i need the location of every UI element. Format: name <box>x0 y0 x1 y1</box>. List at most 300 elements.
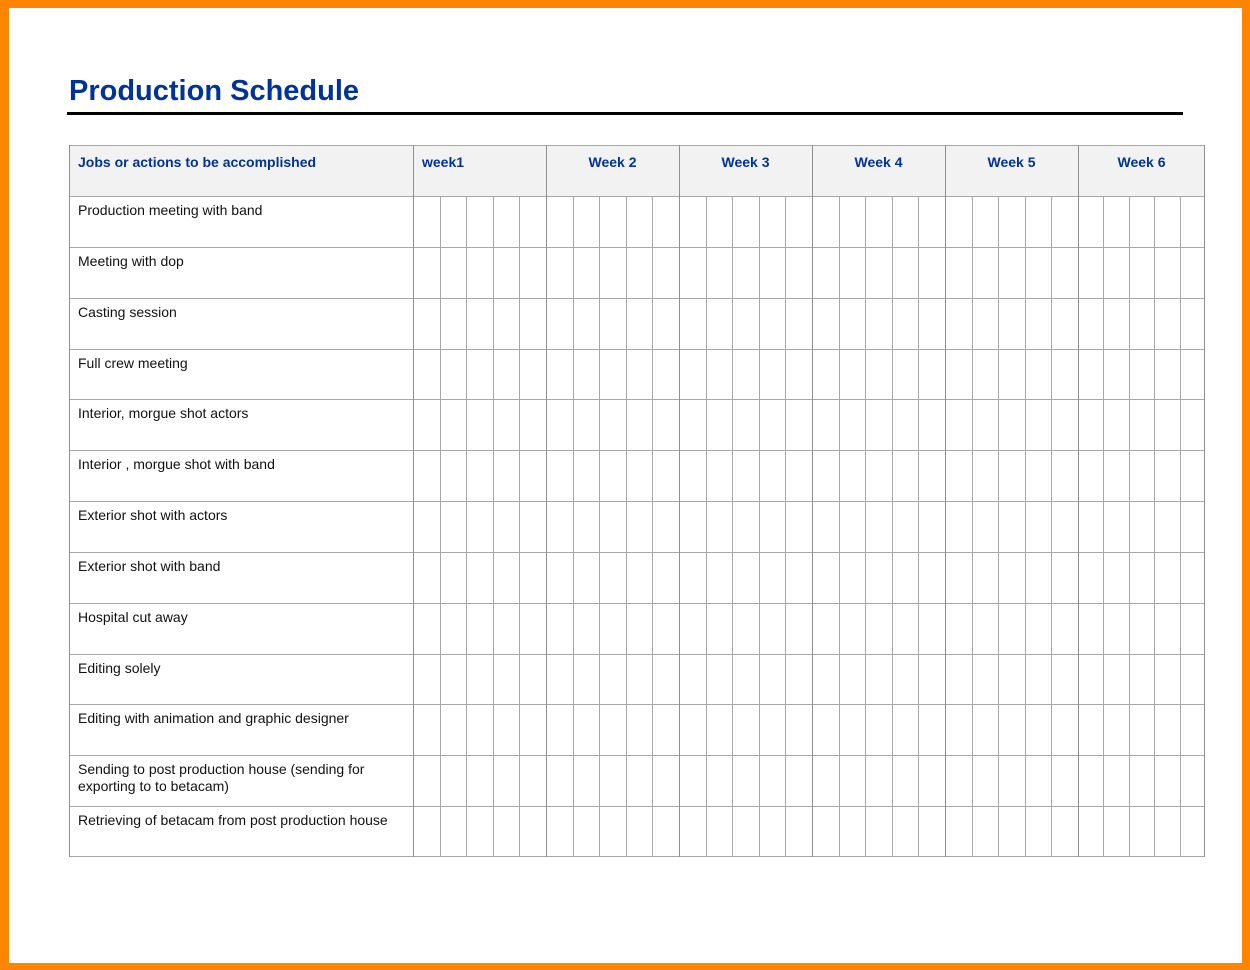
schedule-cell[interactable] <box>972 755 999 806</box>
schedule-cell[interactable] <box>1025 552 1052 603</box>
schedule-cell[interactable] <box>1180 298 1205 349</box>
schedule-cell[interactable] <box>945 704 972 755</box>
schedule-cell[interactable] <box>493 755 520 806</box>
schedule-cell[interactable] <box>573 298 600 349</box>
schedule-cell[interactable] <box>1103 552 1128 603</box>
schedule-cell[interactable] <box>972 603 999 654</box>
schedule-cell[interactable] <box>1025 298 1052 349</box>
schedule-cell[interactable] <box>732 298 759 349</box>
schedule-cell[interactable] <box>812 704 839 755</box>
schedule-cell[interactable] <box>865 450 892 501</box>
schedule-cell[interactable] <box>599 603 626 654</box>
schedule-cell[interactable] <box>732 247 759 298</box>
schedule-cell[interactable] <box>972 552 999 603</box>
schedule-cell[interactable] <box>706 704 733 755</box>
schedule-cell[interactable] <box>652 704 679 755</box>
schedule-cell[interactable] <box>599 196 626 247</box>
schedule-cell[interactable] <box>865 247 892 298</box>
schedule-cell[interactable] <box>1180 806 1205 857</box>
schedule-cell[interactable] <box>732 755 759 806</box>
schedule-cell[interactable] <box>812 552 839 603</box>
schedule-cell[interactable] <box>998 298 1025 349</box>
schedule-cell[interactable] <box>706 654 733 705</box>
schedule-cell[interactable] <box>1129 755 1154 806</box>
schedule-cell[interactable] <box>945 654 972 705</box>
schedule-cell[interactable] <box>1154 196 1179 247</box>
schedule-cell[interactable] <box>732 654 759 705</box>
schedule-cell[interactable] <box>466 806 493 857</box>
schedule-cell[interactable] <box>785 298 812 349</box>
schedule-cell[interactable] <box>865 196 892 247</box>
schedule-cell[interactable] <box>732 552 759 603</box>
schedule-cell[interactable] <box>466 501 493 552</box>
schedule-cell[interactable] <box>732 196 759 247</box>
schedule-cell[interactable] <box>812 450 839 501</box>
schedule-cell[interactable] <box>413 704 440 755</box>
schedule-cell[interactable] <box>466 603 493 654</box>
schedule-cell[interactable] <box>759 501 786 552</box>
schedule-cell[interactable] <box>573 552 600 603</box>
schedule-cell[interactable] <box>1154 450 1179 501</box>
schedule-cell[interactable] <box>759 552 786 603</box>
schedule-cell[interactable] <box>1078 501 1103 552</box>
schedule-cell[interactable] <box>679 806 706 857</box>
schedule-cell[interactable] <box>599 501 626 552</box>
schedule-cell[interactable] <box>519 755 546 806</box>
schedule-cell[interactable] <box>812 654 839 705</box>
schedule-cell[interactable] <box>679 298 706 349</box>
schedule-cell[interactable] <box>1051 247 1078 298</box>
schedule-cell[interactable] <box>812 298 839 349</box>
schedule-cell[interactable] <box>1025 806 1052 857</box>
schedule-cell[interactable] <box>1180 399 1205 450</box>
schedule-cell[interactable] <box>679 349 706 400</box>
schedule-cell[interactable] <box>918 349 945 400</box>
schedule-cell[interactable] <box>546 552 573 603</box>
schedule-cell[interactable] <box>732 806 759 857</box>
schedule-cell[interactable] <box>652 349 679 400</box>
schedule-cell[interactable] <box>440 399 467 450</box>
schedule-cell[interactable] <box>759 654 786 705</box>
schedule-cell[interactable] <box>1025 654 1052 705</box>
schedule-cell[interactable] <box>865 298 892 349</box>
schedule-cell[interactable] <box>918 399 945 450</box>
schedule-cell[interactable] <box>466 399 493 450</box>
schedule-cell[interactable] <box>1180 552 1205 603</box>
schedule-cell[interactable] <box>1078 704 1103 755</box>
schedule-cell[interactable] <box>546 247 573 298</box>
schedule-cell[interactable] <box>1078 399 1103 450</box>
schedule-cell[interactable] <box>466 654 493 705</box>
schedule-cell[interactable] <box>1025 704 1052 755</box>
schedule-cell[interactable] <box>706 552 733 603</box>
schedule-cell[interactable] <box>1180 349 1205 400</box>
schedule-cell[interactable] <box>413 450 440 501</box>
schedule-cell[interactable] <box>599 654 626 705</box>
schedule-cell[interactable] <box>1129 552 1154 603</box>
schedule-cell[interactable] <box>1154 349 1179 400</box>
schedule-cell[interactable] <box>493 298 520 349</box>
schedule-cell[interactable] <box>493 501 520 552</box>
schedule-cell[interactable] <box>652 298 679 349</box>
schedule-cell[interactable] <box>918 755 945 806</box>
schedule-cell[interactable] <box>759 196 786 247</box>
schedule-cell[interactable] <box>440 704 467 755</box>
schedule-cell[interactable] <box>466 450 493 501</box>
schedule-cell[interactable] <box>599 704 626 755</box>
schedule-cell[interactable] <box>1025 501 1052 552</box>
schedule-cell[interactable] <box>865 552 892 603</box>
schedule-cell[interactable] <box>546 196 573 247</box>
schedule-cell[interactable] <box>812 399 839 450</box>
schedule-cell[interactable] <box>546 298 573 349</box>
schedule-cell[interactable] <box>413 298 440 349</box>
schedule-cell[interactable] <box>679 247 706 298</box>
schedule-cell[interactable] <box>599 399 626 450</box>
schedule-cell[interactable] <box>679 704 706 755</box>
schedule-cell[interactable] <box>493 704 520 755</box>
schedule-cell[interactable] <box>865 654 892 705</box>
schedule-cell[interactable] <box>519 247 546 298</box>
schedule-cell[interactable] <box>440 654 467 705</box>
schedule-cell[interactable] <box>652 501 679 552</box>
schedule-cell[interactable] <box>812 196 839 247</box>
schedule-cell[interactable] <box>626 196 653 247</box>
schedule-cell[interactable] <box>413 654 440 705</box>
schedule-cell[interactable] <box>1129 704 1154 755</box>
schedule-cell[interactable] <box>785 399 812 450</box>
schedule-cell[interactable] <box>785 552 812 603</box>
schedule-cell[interactable] <box>732 349 759 400</box>
schedule-cell[interactable] <box>892 501 919 552</box>
schedule-cell[interactable] <box>1180 654 1205 705</box>
schedule-cell[interactable] <box>599 450 626 501</box>
schedule-cell[interactable] <box>652 603 679 654</box>
schedule-cell[interactable] <box>706 298 733 349</box>
schedule-cell[interactable] <box>546 450 573 501</box>
schedule-cell[interactable] <box>998 450 1025 501</box>
schedule-cell[interactable] <box>1129 298 1154 349</box>
schedule-cell[interactable] <box>706 450 733 501</box>
schedule-cell[interactable] <box>440 806 467 857</box>
schedule-cell[interactable] <box>972 501 999 552</box>
schedule-cell[interactable] <box>1103 196 1128 247</box>
schedule-cell[interactable] <box>1154 806 1179 857</box>
schedule-cell[interactable] <box>413 196 440 247</box>
schedule-cell[interactable] <box>1180 755 1205 806</box>
schedule-cell[interactable] <box>440 603 467 654</box>
schedule-cell[interactable] <box>493 349 520 400</box>
schedule-cell[interactable] <box>972 704 999 755</box>
schedule-cell[interactable] <box>865 704 892 755</box>
schedule-cell[interactable] <box>759 450 786 501</box>
schedule-cell[interactable] <box>1051 450 1078 501</box>
schedule-cell[interactable] <box>839 247 866 298</box>
schedule-cell[interactable] <box>1129 247 1154 298</box>
schedule-cell[interactable] <box>785 349 812 400</box>
schedule-cell[interactable] <box>785 704 812 755</box>
schedule-cell[interactable] <box>519 399 546 450</box>
schedule-cell[interactable] <box>998 399 1025 450</box>
schedule-cell[interactable] <box>785 196 812 247</box>
schedule-cell[interactable] <box>519 704 546 755</box>
schedule-cell[interactable] <box>1103 399 1128 450</box>
schedule-cell[interactable] <box>998 552 1025 603</box>
schedule-cell[interactable] <box>945 755 972 806</box>
schedule-cell[interactable] <box>839 196 866 247</box>
schedule-cell[interactable] <box>918 704 945 755</box>
schedule-cell[interactable] <box>1025 399 1052 450</box>
schedule-cell[interactable] <box>413 349 440 400</box>
schedule-cell[interactable] <box>626 450 653 501</box>
schedule-cell[interactable] <box>945 806 972 857</box>
schedule-cell[interactable] <box>1103 298 1128 349</box>
schedule-cell[interactable] <box>652 399 679 450</box>
schedule-cell[interactable] <box>546 755 573 806</box>
schedule-cell[interactable] <box>546 603 573 654</box>
schedule-cell[interactable] <box>945 501 972 552</box>
schedule-cell[interactable] <box>865 501 892 552</box>
schedule-cell[interactable] <box>493 806 520 857</box>
schedule-cell[interactable] <box>519 298 546 349</box>
schedule-cell[interactable] <box>785 501 812 552</box>
schedule-cell[interactable] <box>706 247 733 298</box>
schedule-cell[interactable] <box>573 755 600 806</box>
schedule-cell[interactable] <box>413 552 440 603</box>
schedule-cell[interactable] <box>466 196 493 247</box>
schedule-cell[interactable] <box>546 399 573 450</box>
schedule-cell[interactable] <box>839 704 866 755</box>
schedule-cell[interactable] <box>892 450 919 501</box>
schedule-cell[interactable] <box>679 654 706 705</box>
schedule-cell[interactable] <box>732 501 759 552</box>
schedule-cell[interactable] <box>599 349 626 400</box>
schedule-cell[interactable] <box>519 196 546 247</box>
schedule-cell[interactable] <box>839 806 866 857</box>
schedule-cell[interactable] <box>1154 755 1179 806</box>
schedule-cell[interactable] <box>1154 704 1179 755</box>
schedule-cell[interactable] <box>1051 349 1078 400</box>
schedule-cell[interactable] <box>918 501 945 552</box>
schedule-cell[interactable] <box>1051 196 1078 247</box>
schedule-cell[interactable] <box>493 247 520 298</box>
schedule-cell[interactable] <box>1129 603 1154 654</box>
schedule-cell[interactable] <box>599 552 626 603</box>
schedule-cell[interactable] <box>998 704 1025 755</box>
schedule-cell[interactable] <box>918 450 945 501</box>
schedule-cell[interactable] <box>892 806 919 857</box>
schedule-cell[interactable] <box>972 399 999 450</box>
schedule-cell[interactable] <box>759 603 786 654</box>
schedule-cell[interactable] <box>998 654 1025 705</box>
schedule-cell[interactable] <box>706 755 733 806</box>
schedule-cell[interactable] <box>918 196 945 247</box>
schedule-cell[interactable] <box>413 501 440 552</box>
schedule-cell[interactable] <box>519 349 546 400</box>
schedule-cell[interactable] <box>972 806 999 857</box>
schedule-cell[interactable] <box>1078 349 1103 400</box>
schedule-cell[interactable] <box>839 399 866 450</box>
schedule-cell[interactable] <box>546 501 573 552</box>
schedule-cell[interactable] <box>546 654 573 705</box>
schedule-cell[interactable] <box>918 806 945 857</box>
schedule-cell[interactable] <box>812 501 839 552</box>
schedule-cell[interactable] <box>679 552 706 603</box>
schedule-cell[interactable] <box>759 247 786 298</box>
schedule-cell[interactable] <box>892 603 919 654</box>
schedule-cell[interactable] <box>812 603 839 654</box>
schedule-cell[interactable] <box>998 196 1025 247</box>
schedule-cell[interactable] <box>573 399 600 450</box>
schedule-cell[interactable] <box>839 298 866 349</box>
schedule-cell[interactable] <box>1103 450 1128 501</box>
schedule-cell[interactable] <box>892 755 919 806</box>
schedule-cell[interactable] <box>652 196 679 247</box>
schedule-cell[interactable] <box>1078 654 1103 705</box>
schedule-cell[interactable] <box>466 247 493 298</box>
schedule-cell[interactable] <box>892 247 919 298</box>
schedule-cell[interactable] <box>1180 603 1205 654</box>
schedule-cell[interactable] <box>759 704 786 755</box>
schedule-cell[interactable] <box>679 399 706 450</box>
schedule-cell[interactable] <box>1025 450 1052 501</box>
schedule-cell[interactable] <box>839 349 866 400</box>
schedule-cell[interactable] <box>892 196 919 247</box>
schedule-cell[interactable] <box>732 603 759 654</box>
schedule-cell[interactable] <box>679 755 706 806</box>
schedule-cell[interactable] <box>519 552 546 603</box>
schedule-cell[interactable] <box>892 552 919 603</box>
schedule-cell[interactable] <box>785 603 812 654</box>
schedule-cell[interactable] <box>546 349 573 400</box>
schedule-cell[interactable] <box>865 603 892 654</box>
schedule-cell[interactable] <box>1051 806 1078 857</box>
schedule-cell[interactable] <box>1129 196 1154 247</box>
schedule-cell[interactable] <box>1025 247 1052 298</box>
schedule-cell[interactable] <box>440 450 467 501</box>
schedule-cell[interactable] <box>892 399 919 450</box>
schedule-cell[interactable] <box>1154 399 1179 450</box>
schedule-cell[interactable] <box>573 349 600 400</box>
schedule-cell[interactable] <box>865 349 892 400</box>
schedule-cell[interactable] <box>626 755 653 806</box>
schedule-cell[interactable] <box>972 196 999 247</box>
schedule-cell[interactable] <box>759 349 786 400</box>
schedule-cell[interactable] <box>1180 196 1205 247</box>
schedule-cell[interactable] <box>626 654 653 705</box>
schedule-cell[interactable] <box>519 450 546 501</box>
schedule-cell[interactable] <box>652 755 679 806</box>
schedule-cell[interactable] <box>1025 755 1052 806</box>
schedule-cell[interactable] <box>519 654 546 705</box>
schedule-cell[interactable] <box>440 501 467 552</box>
schedule-cell[interactable] <box>706 806 733 857</box>
schedule-cell[interactable] <box>1078 196 1103 247</box>
schedule-cell[interactable] <box>1078 552 1103 603</box>
schedule-cell[interactable] <box>546 704 573 755</box>
schedule-cell[interactable] <box>466 704 493 755</box>
schedule-cell[interactable] <box>892 704 919 755</box>
schedule-cell[interactable] <box>493 552 520 603</box>
schedule-cell[interactable] <box>573 501 600 552</box>
schedule-cell[interactable] <box>1103 806 1128 857</box>
schedule-cell[interactable] <box>918 654 945 705</box>
schedule-cell[interactable] <box>1154 298 1179 349</box>
schedule-cell[interactable] <box>1103 501 1128 552</box>
schedule-cell[interactable] <box>466 349 493 400</box>
schedule-cell[interactable] <box>1154 654 1179 705</box>
schedule-cell[interactable] <box>892 298 919 349</box>
schedule-cell[interactable] <box>1103 704 1128 755</box>
schedule-cell[interactable] <box>1025 196 1052 247</box>
schedule-cell[interactable] <box>785 755 812 806</box>
schedule-cell[interactable] <box>1103 247 1128 298</box>
schedule-cell[interactable] <box>1078 298 1103 349</box>
schedule-cell[interactable] <box>759 298 786 349</box>
schedule-cell[interactable] <box>892 349 919 400</box>
schedule-cell[interactable] <box>1051 501 1078 552</box>
schedule-cell[interactable] <box>785 806 812 857</box>
schedule-cell[interactable] <box>972 298 999 349</box>
schedule-cell[interactable] <box>706 501 733 552</box>
schedule-cell[interactable] <box>1154 552 1179 603</box>
schedule-cell[interactable] <box>466 552 493 603</box>
schedule-cell[interactable] <box>1025 349 1052 400</box>
schedule-cell[interactable] <box>1154 603 1179 654</box>
schedule-cell[interactable] <box>1129 349 1154 400</box>
schedule-cell[interactable] <box>1051 755 1078 806</box>
schedule-cell[interactable] <box>1078 603 1103 654</box>
schedule-cell[interactable] <box>945 298 972 349</box>
schedule-cell[interactable] <box>945 450 972 501</box>
schedule-cell[interactable] <box>519 806 546 857</box>
schedule-cell[interactable] <box>413 806 440 857</box>
schedule-cell[interactable] <box>839 603 866 654</box>
schedule-cell[interactable] <box>1180 247 1205 298</box>
schedule-cell[interactable] <box>812 349 839 400</box>
schedule-cell[interactable] <box>573 654 600 705</box>
schedule-cell[interactable] <box>1078 755 1103 806</box>
schedule-cell[interactable] <box>599 755 626 806</box>
schedule-cell[interactable] <box>493 450 520 501</box>
schedule-cell[interactable] <box>972 247 999 298</box>
schedule-cell[interactable] <box>466 298 493 349</box>
schedule-cell[interactable] <box>706 196 733 247</box>
schedule-cell[interactable] <box>865 399 892 450</box>
schedule-cell[interactable] <box>652 654 679 705</box>
schedule-cell[interactable] <box>1180 450 1205 501</box>
schedule-cell[interactable] <box>785 450 812 501</box>
schedule-cell[interactable] <box>998 755 1025 806</box>
schedule-cell[interactable] <box>493 603 520 654</box>
schedule-cell[interactable] <box>466 755 493 806</box>
schedule-cell[interactable] <box>626 399 653 450</box>
schedule-cell[interactable] <box>519 501 546 552</box>
schedule-cell[interactable] <box>1051 654 1078 705</box>
schedule-cell[interactable] <box>1129 654 1154 705</box>
schedule-cell[interactable] <box>1154 247 1179 298</box>
schedule-cell[interactable] <box>945 247 972 298</box>
schedule-cell[interactable] <box>1078 806 1103 857</box>
schedule-cell[interactable] <box>493 399 520 450</box>
schedule-cell[interactable] <box>1051 704 1078 755</box>
schedule-cell[interactable] <box>812 247 839 298</box>
schedule-cell[interactable] <box>732 450 759 501</box>
schedule-cell[interactable] <box>1051 552 1078 603</box>
schedule-cell[interactable] <box>732 399 759 450</box>
schedule-cell[interactable] <box>599 247 626 298</box>
schedule-cell[interactable] <box>945 196 972 247</box>
